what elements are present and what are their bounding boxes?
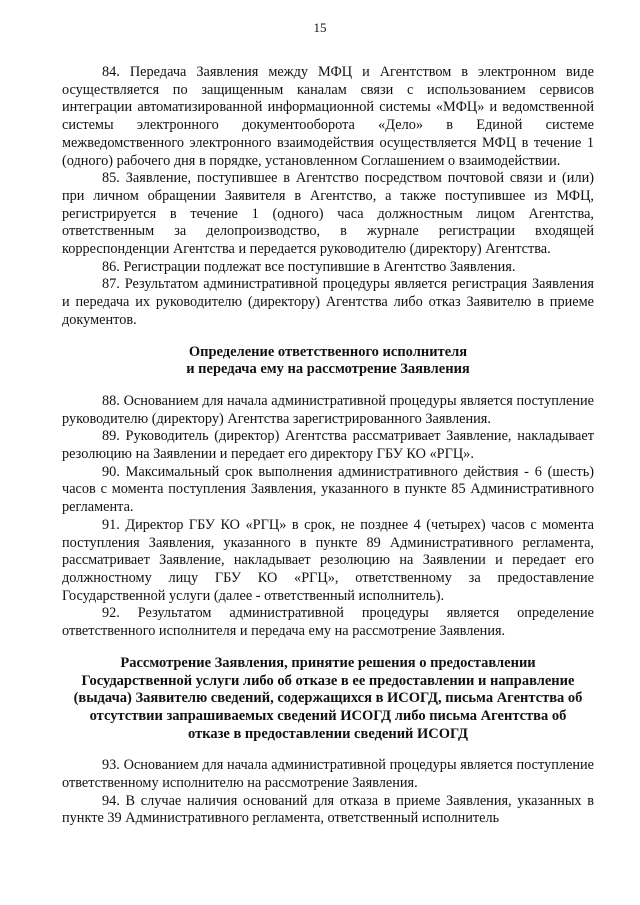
page-number: 15 bbox=[313, 20, 327, 35]
paragraph-87: 87. Результатом административной процедуры является регистрация Заявления и передача их руководителю (директору) Агентства либо отказ Заявителю в приеме документов. bbox=[62, 276, 594, 328]
paragraph-86: 86. Регистрации подлежат все поступившие в Агентство Заявления. bbox=[102, 258, 516, 275]
paragraph-93: 93. Основанием для начала административной процедуры является поступление ответственному исполнителю на рассмотрение Заявления. bbox=[62, 757, 594, 792]
section-heading-review: Рассмотрение Заявления, принятие решения о предоставлении Государственной услуги либо об отказе в ее предоставлении и направление (выдача) Заявителю сведений, содержащихся в ИСОГД, письма Агентства об отсутствии запрашиваемых сведений ИСОГД либо письма Агентства об отказе в предоставлении сведений ИСОГД bbox=[73, 654, 583, 742]
paragraph-94: 94. В случае наличия оснований для отказа в приеме Заявления, указанных в пункте 39 Административного регламента, ответственный исполнитель bbox=[62, 792, 594, 827]
paragraph-88: 88. Основанием для начала административной процедуры является поступление руководителю (директору) Агентства зарегистрированного Заявления. bbox=[62, 392, 594, 427]
document-body bbox=[62, 64, 594, 828]
paragraph-91: 91. Директор ГБУ КО «РГЦ» в срок, не позднее 4 (четырех) часов с момента поступления Заявления, указанного в пункте 89 Административного регламента, рассматривает Заявление, накладывает резолюцию на Заявлении и передает его должностному лицу ГБУ КО «РГЦ», ответственному за предоставление Государственной услуги (далее - ответственный исполнитель). bbox=[62, 516, 594, 604]
paragraph-85: 85. Заявление, поступившее в Агентство посредством почтовой связи и (или) при личном обращении Заявителя в Агентство, а также поступившее из МФЦ, регистрируется в течение 1 (одного) часа должностным лицом Агентства, ответственным за делопроизводство, в журнале регистрации входящей корреспонденции Агентства и передается руководителю (директору) Агентства. bbox=[62, 170, 594, 258]
section-heading-executor: Определение ответственного исполнителя и передача ему на рассмотрение Заявления bbox=[186, 343, 470, 378]
paragraph-90: 90. Максимальный срок выполнения административного действия - 6 (шесть) часов с момента поступления Заявления, указанного в пункте 85 Административного регламента. bbox=[62, 463, 594, 516]
paragraph-89: 89. Руководитель (директор) Агентства рассматривает Заявление, накладывает резолюцию на Заявлении и передает его директору ГБУ КО «РГЦ». bbox=[62, 428, 594, 463]
paragraph-92: 92. Результатом административной процедуры является определение ответственного исполнителя и передача ему на рассмотрение Заявления. bbox=[62, 605, 594, 640]
paragraph-84: 84. Передача Заявления между МФЦ и Агентством в электронном виде осуществляется по защищенным каналам связи с использованием сервисов интеграции автоматизированной информационной системы «МФЦ» и ведомственной системы электронного документооборота «Дело» в Единой системе межведомственного электронного взаимодействия осуществляется МФЦ в течение 1 (одного) рабочего дня в порядке, установленном Соглашением о взаимодействии. bbox=[62, 64, 594, 169]
